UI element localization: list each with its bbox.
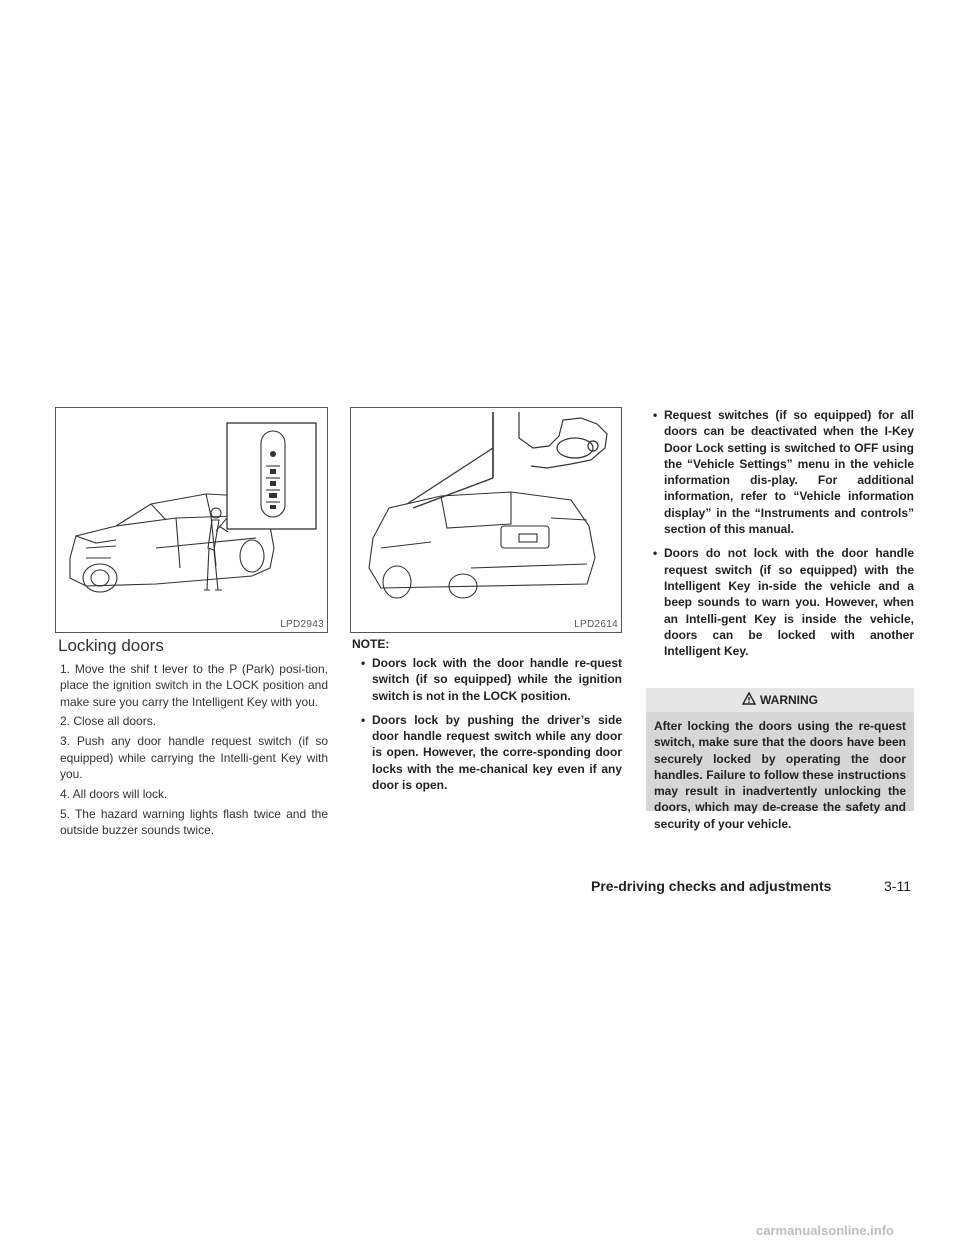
step-item: 5. The hazard warning lights flash twice and the outside buzzer sounds twice. [60,806,328,838]
step-item: 2. Close all doors. [60,714,157,729]
figure-door-handle [350,407,622,633]
page-number: 3-11 [884,878,911,894]
door-handle-illustration [351,408,621,632]
note-heading: NOTE: [352,637,390,651]
figure-code: LPD2943 [280,619,324,630]
section-title: Locking doors [58,636,164,655]
note-bullets-right [648,407,914,667]
watermark: carmanualsonline.info [756,1223,894,1238]
warning-heading: WARNING [760,693,818,707]
note-bullet: • Doors do not lock with the door handle request switch (if so equipped) with the Intelligent Key in-side the vehicle and a beep sounds to warn you. However, when an Intelli-gent Key is inside the vehicle, doors can be locked with another Intelligent Key. [648,545,914,659]
note-bullet: • Doors lock with the door handle re-quest switch (if so equipped) while the ignition switch is not in the LOCK position. [356,655,622,704]
step-item: 1. Move the shif t lever to the P (Park) posi-tion, place the ignition switch in the LOCK position and make sure you carry the Intelligent Key with you. [60,662,328,709]
suv-illustration [56,408,327,632]
note-bullets-middle [356,655,622,801]
warning-header [646,688,914,712]
warning-icon [742,692,756,708]
note-bullet: • Request switches (if so equipped) for all doors can be deactivated when the I-Key Door Lock setting is switched to OFF using the “Vehicle Settings” menu in the vehicle information dis-play. For additional information, refer to “Vehicle information display” in the “Instruments and controls” section of this manual. [648,407,914,537]
warning-body: After locking the doors using the re-quest switch, make sure that the doors have been securely locked by operating the door handles. Failure to follow these instructions may result in inadvertently unlocking the doors, which may de-crease the safety and security of your vehicle. [646,712,914,811]
step-item: 3. Push any door handle request switch (if so equipped) while carrying the Intelli-gent Key with you. [60,734,328,781]
step-item: 4. All doors will lock. [60,786,168,801]
figure-locking-doors [55,407,328,633]
note-bullet: • Doors lock by pushing the driver’s side door handle request switch while any door is open. However, the corre-sponding door locks with the me-chanical key even if any door is open. [356,712,622,793]
figure-code: LPD2614 [574,619,618,630]
footer-section-title: Pre-driving checks and adjustments [591,878,832,894]
steps-list [60,661,328,842]
